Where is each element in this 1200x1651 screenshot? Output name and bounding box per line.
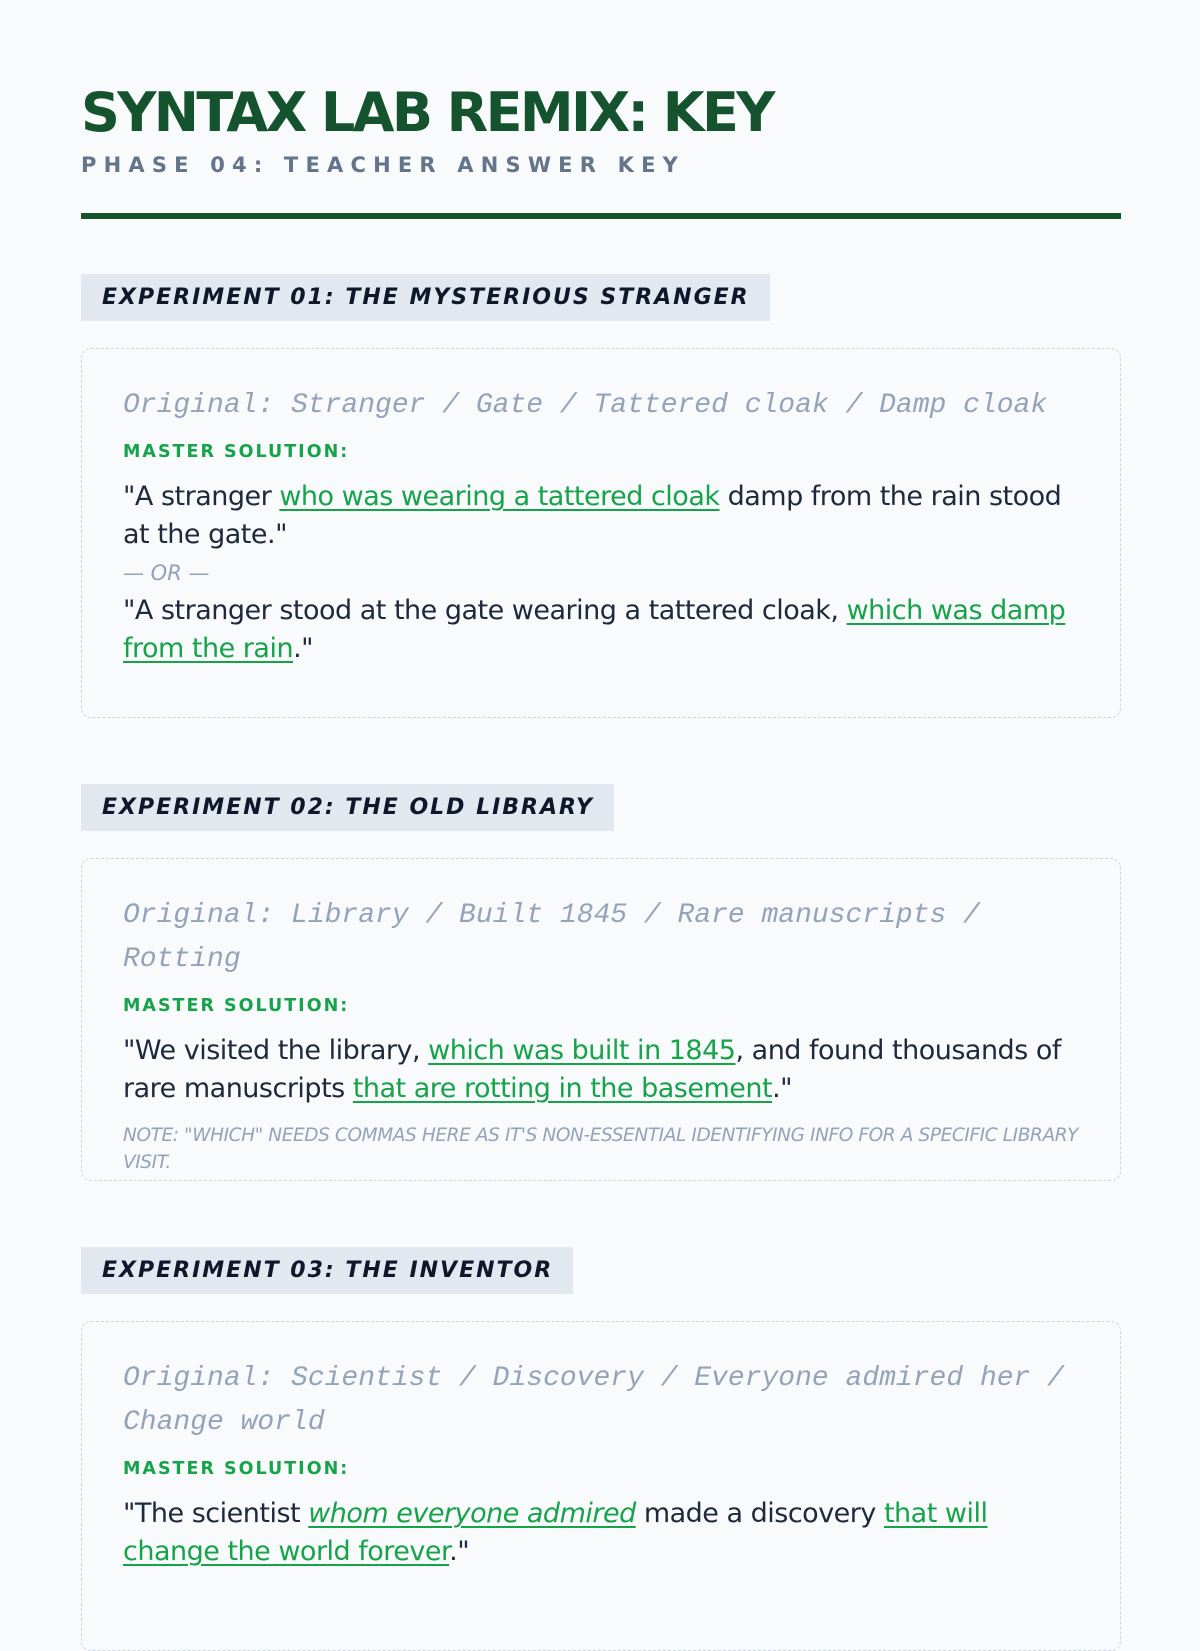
- master-solution-label: MASTER SOLUTION:: [123, 442, 350, 462]
- sentence-text: made a discovery: [635, 1498, 884, 1529]
- experiment-02-label: EXPERIMENT 02: THE OLD LIBRARY: [81, 784, 614, 831]
- teacher-note: NOTE: "WHICH" NEEDS COMMAS HERE AS IT'S NON-ESSENTIAL IDENTIFYING INFO FOR A SPECIFIC LIBRARY VISIT.: [123, 1125, 1079, 1173]
- experiment-01-label: EXPERIMENT 01: THE MYSTERIOUS STRANGER: [81, 274, 770, 321]
- master-solution-label: MASTER SOLUTION:: [123, 996, 350, 1016]
- clause-highlight: that will change the world forever: [123, 1498, 988, 1567]
- solution-sentence-a: [123, 478, 1080, 554]
- sentence-text: .": [449, 1536, 470, 1567]
- or-separator: — OR —: [123, 561, 210, 585]
- experiment-03-card: [81, 1321, 1121, 1651]
- sentence-text: .": [293, 633, 314, 664]
- clause-highlight: that are rotting in the basement: [352, 1073, 773, 1104]
- page-subtitle: PHASE 04: TEACHER ANSWER KEY: [81, 153, 686, 177]
- sentence-text: damp from the rain stood at the gate.": [123, 481, 1062, 550]
- sentence-text: "The scientist: [123, 1498, 309, 1529]
- clause-highlight: which was built in 1845: [428, 1035, 736, 1066]
- experiment-01-card: [81, 348, 1121, 718]
- clause-highlight: who was wearing a tattered cloak: [279, 481, 720, 512]
- original-prompt: Original: Scientist / Discovery / Everyone admired her / Change world: [123, 1363, 1064, 1438]
- solution-sentence: [123, 1032, 1080, 1108]
- header-divider: [81, 213, 1121, 219]
- page-title: SYNTAX LAB REMIX: KEY: [81, 81, 773, 144]
- original-prompt: Original: Stranger / Gate / Tattered cloak / Damp cloak: [123, 390, 1048, 421]
- original-prompt: Original: Library / Built 1845 / Rare manuscripts / Rotting: [123, 900, 980, 975]
- sentence-text: "We visited the library,: [123, 1035, 429, 1066]
- master-solution-label: MASTER SOLUTION:: [123, 1459, 350, 1479]
- sentence-text: "A stranger: [123, 481, 280, 512]
- clause-highlight: whom everyone admired: [308, 1498, 636, 1529]
- experiment-02-card: [81, 858, 1121, 1181]
- sentence-text: , and found thousands of rare manuscripts: [123, 1035, 1061, 1104]
- experiment-03-label: EXPERIMENT 03: THE INVENTOR: [81, 1247, 573, 1294]
- sentence-text: "A stranger stood at the gate wearing a tattered cloak,: [123, 595, 847, 626]
- solution-sentence: [123, 1495, 1080, 1571]
- solution-sentence-b: [123, 592, 1080, 668]
- clause-highlight: which was damp from the rain: [123, 595, 1066, 664]
- sentence-text: .": [772, 1073, 793, 1104]
